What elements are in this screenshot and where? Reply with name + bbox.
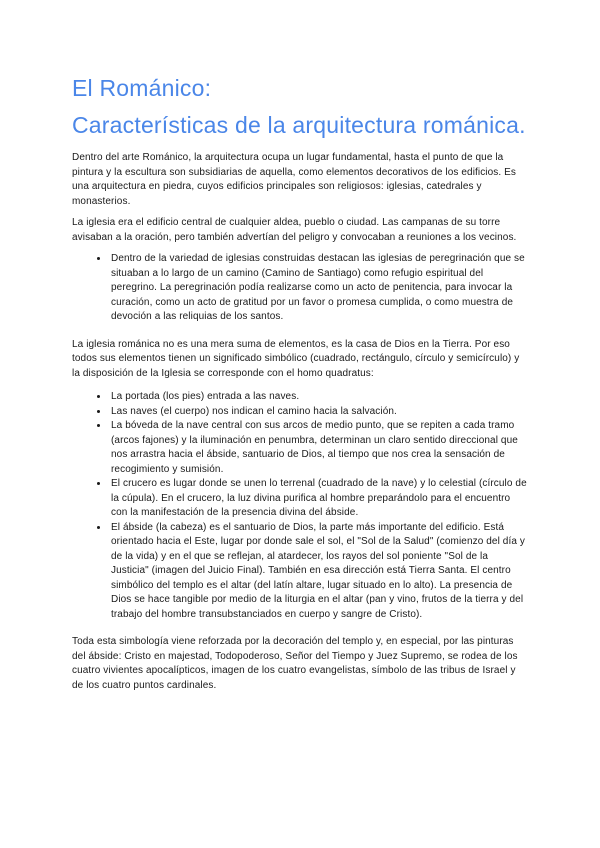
document-title — [72, 70, 528, 144]
bullet-list-elementos — [72, 390, 528, 622]
paragraph-arte-romanico: Dentro del arte Románico, la arquitectura ocupa un lugar fundamental, hasta el punto de que la pintura y la escultura son subsidiarias de aquella, como elementos decorativos de los edificios. Es una arquitectura en piedra, cuyos edificios principales son religiosos: iglesias, catedrales y monasterios. — [72, 152, 517, 207]
list-item-crucero: • El crucero es lugar donde se unen lo terrenal (cuadrado de la nave) y lo celestial (círculo de la cúpula). En el crucero, la luz divina purifica al hombre preparándolo para el encuentro con la manifestación de la presencia divina del ábside. — [109, 477, 528, 521]
list-item-peregrinacion: • Dentro de la variedad de iglesias construidas destacan las iglesias de peregrinación que se situaban a lo largo de un camino (Camino de Santiago) como refugio espiritual del peregrino. La peregrinación podía realizarse como un acto de penitencia, para invocar la curación, como un acto de gratitud por un favor o promesa cumplida, o como muestra de devoción a las reliquias de los santos. — [109, 252, 528, 325]
list-item-boveda: • La bóveda de la nave central con sus arcos de medio punto, que se repiten a cada tramo (arcos fajones) y la iluminación en penumbra, determinan un claro sentido direccional que nos arrastra hacia el ábside, santuario de Dios, al tiempo que nos crea la sensación de recogimiento y sumisión. — [109, 419, 528, 477]
paragraph-decoracion: Toda esta simbología viene reforzada por la decoración del templo y, en especial, por las pinturas del ábside: Cristo en majestad, Todopoderoso, Señor del Tiempo y Juez Supremo, se rodea de los cuatro vivientes apocalípticos, imagen de los cuatro evangelistas, símbolo de las tribus de Israel y de los cuatro puntos cardinales. — [72, 636, 518, 691]
list-item-naves: • Las naves (el cuerpo) nos indican el camino hacia la salvación. — [109, 405, 528, 420]
bullet-list-peregrinacion — [72, 252, 528, 325]
document-title-line-1: El Románico: — [72, 75, 212, 101]
paragraph-simbolismo: La iglesia románica no es una mera suma de elementos, es la casa de Dios en la Tierra. Por eso todos sus elementos tienen un significado simbólico (cuadrado, rectángulo, círculo y semicírculo) y la disposición de la Iglesia se corresponde con el homo quadratus: — [72, 338, 520, 379]
list-item-abside: • El ábside (la cabeza) es el santuario de Dios, la parte más importante del edificio. Está orientado hacia el Este, lugar por donde sale el sol, el "Sol de la Salud" (comienzo del día y de la vida) y en el que se reflejan, al atardecer, los rayos del sol poniente "Sol de la Justicia" (imagen del Juicio Final). También en esa dirección está Tierra Santa. El centro simbólico del templo es el altar (del latín altare, lugar situado en lo alto). La presencia de Dios se hace tangible por medio de la liturgia en el altar (pan y vino, frutos de la tierra y del trabajo del hombre transubstanciados en cuerpo y sangre de Cristo). — [109, 521, 528, 623]
document-title-line-2: Características de la arquitectura románica. — [72, 112, 526, 138]
paragraph-iglesia-central: La iglesia era el edificio central de cualquier aldea, pueblo o ciudad. Las campanas de su torre avisaban a la oración, pero también advertían del peligro y convocaban a reuniones a los vecinos. — [72, 217, 517, 243]
document-body — [72, 151, 528, 693]
list-item-portada: • La portada (los pies) entrada a las naves. — [109, 390, 528, 405]
